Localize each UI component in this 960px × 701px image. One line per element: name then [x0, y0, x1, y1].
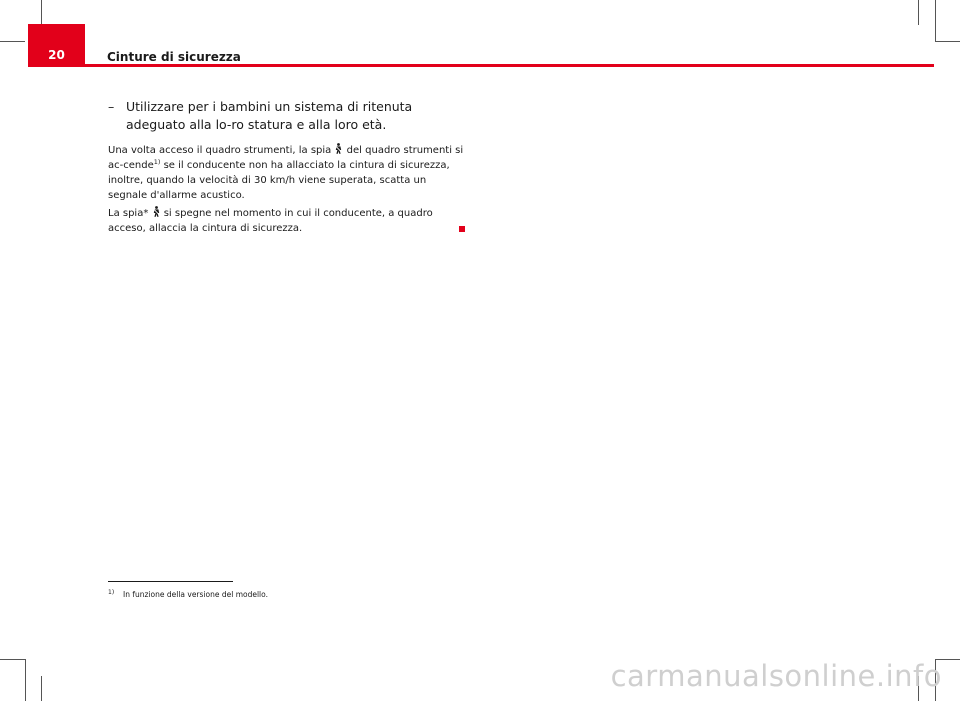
- crop-mark: [935, 41, 960, 42]
- crop-mark: [935, 0, 936, 41]
- watermark: carmanualsonline.info: [610, 659, 942, 693]
- bullet-dash: –: [108, 99, 115, 114]
- crop-mark: [41, 0, 42, 25]
- footnote-mark: 1): [108, 589, 115, 596]
- paragraph2-text-1: La spia*: [108, 208, 149, 219]
- paragraph1-text-1: Una volta acceso il quadro strumenti, la spia: [108, 145, 332, 156]
- seatbelt-warning-icon: [334, 143, 343, 154]
- paragraph-warning-off: [108, 206, 468, 236]
- footnote-text: In funzione della versione del modello.: [123, 590, 268, 599]
- footnote-reference: 1): [153, 158, 161, 166]
- paragraph-warning-light: [108, 143, 468, 203]
- seatbelt-warning-icon: [152, 206, 161, 217]
- section-end-marker: [459, 226, 465, 232]
- paragraph1-text-3: se il conducente non ha allacciato la cintura di sicurezza, inoltre, quando la velocità di 30 km/h viene superata, scatta un segnale d'allarme acustico.: [108, 160, 450, 201]
- header-rule: [28, 64, 934, 67]
- crop-mark: [0, 41, 25, 42]
- bullet-text: Utilizzare per i bambini un sistema di ritenuta adeguato alla lo-ro statura e alla loro età.: [126, 99, 413, 132]
- footnote-rule: [108, 581, 233, 582]
- section-title: Cinture di sicurezza: [107, 50, 241, 64]
- paragraph1-text-2: del quadro strumenti si ac-cende: [108, 145, 464, 171]
- crop-mark: [0, 659, 25, 660]
- page-number: 20: [48, 48, 65, 62]
- page-number-box: [28, 24, 85, 64]
- crop-mark: [918, 0, 919, 25]
- crop-mark: [25, 659, 26, 701]
- crop-mark: [41, 676, 42, 701]
- paragraph2-text-2: si spegne nel momento in cui il conducente, a quadro acceso, allaccia la cintura di sicurezza.: [108, 208, 433, 234]
